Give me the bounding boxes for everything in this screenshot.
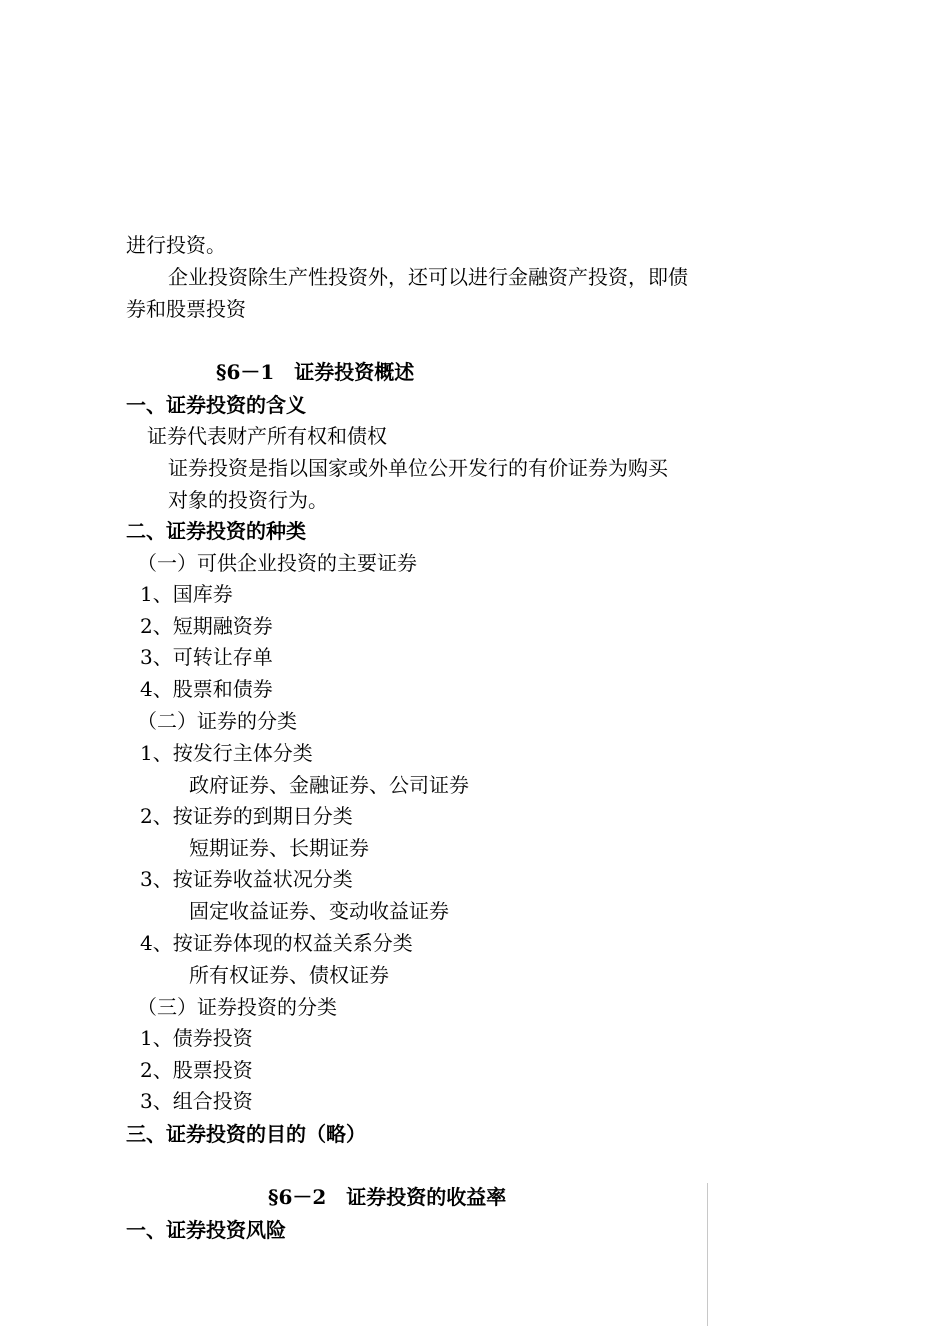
definition-line-1: 证券投资是指以国家或外单位公开发行的有价证券为购买 bbox=[168, 456, 668, 480]
classification-label: 1、按发行主体分类 bbox=[140, 741, 313, 765]
section-2-heading-1: 一、证券投资风险 bbox=[126, 1218, 286, 1242]
intro-line-2: 企业投资除生产性投资外，还可以进行金融资产投资，即债 bbox=[168, 265, 688, 289]
vertical-divider bbox=[707, 1183, 708, 1326]
classification-label: 3、按证券收益状况分类 bbox=[140, 867, 353, 891]
list-item: 4、股票和债券 bbox=[140, 677, 273, 701]
section-1-heading-3: 三、证券投资的目的（略） bbox=[126, 1122, 366, 1146]
intro-line-1: 进行投资。 bbox=[126, 233, 226, 257]
subheading-2: （二）证券的分类 bbox=[137, 709, 297, 733]
classification-detail: 政府证券、金融证券、公司证券 bbox=[189, 773, 469, 797]
list-item: 1、债券投资 bbox=[140, 1026, 253, 1050]
list-item: 2、短期融资券 bbox=[140, 614, 273, 638]
classification-detail: 短期证券、长期证券 bbox=[189, 836, 369, 860]
section-2-title: §6－2 证券投资的收益率 bbox=[268, 1185, 507, 1209]
section-1-heading-2: 二、证券投资的种类 bbox=[126, 519, 306, 543]
list-item: 3、可转让存单 bbox=[140, 645, 273, 669]
classification-detail: 固定收益证券、变动收益证券 bbox=[189, 899, 449, 923]
classification-label: 2、按证券的到期日分类 bbox=[140, 804, 353, 828]
subheading-3: （三）证券投资的分类 bbox=[137, 995, 337, 1019]
list-item: 3、组合投资 bbox=[140, 1089, 253, 1113]
subheading-1: （一）可供企业投资的主要证券 bbox=[137, 551, 417, 575]
list-item: 1、国库券 bbox=[140, 582, 233, 606]
classification-label: 4、按证券体现的权益关系分类 bbox=[140, 931, 413, 955]
ownership-note: 证券代表财产所有权和债权 bbox=[147, 424, 387, 448]
definition-line-2: 对象的投资行为。 bbox=[168, 488, 328, 512]
section-1-title: §6－1 证券投资概述 bbox=[216, 360, 415, 384]
list-item: 2、股票投资 bbox=[140, 1058, 253, 1082]
intro-line-3: 券和股票投资 bbox=[126, 297, 246, 321]
section-1-heading-1: 一、证券投资的含义 bbox=[126, 393, 306, 417]
classification-detail: 所有权证券、债权证券 bbox=[189, 963, 389, 987]
